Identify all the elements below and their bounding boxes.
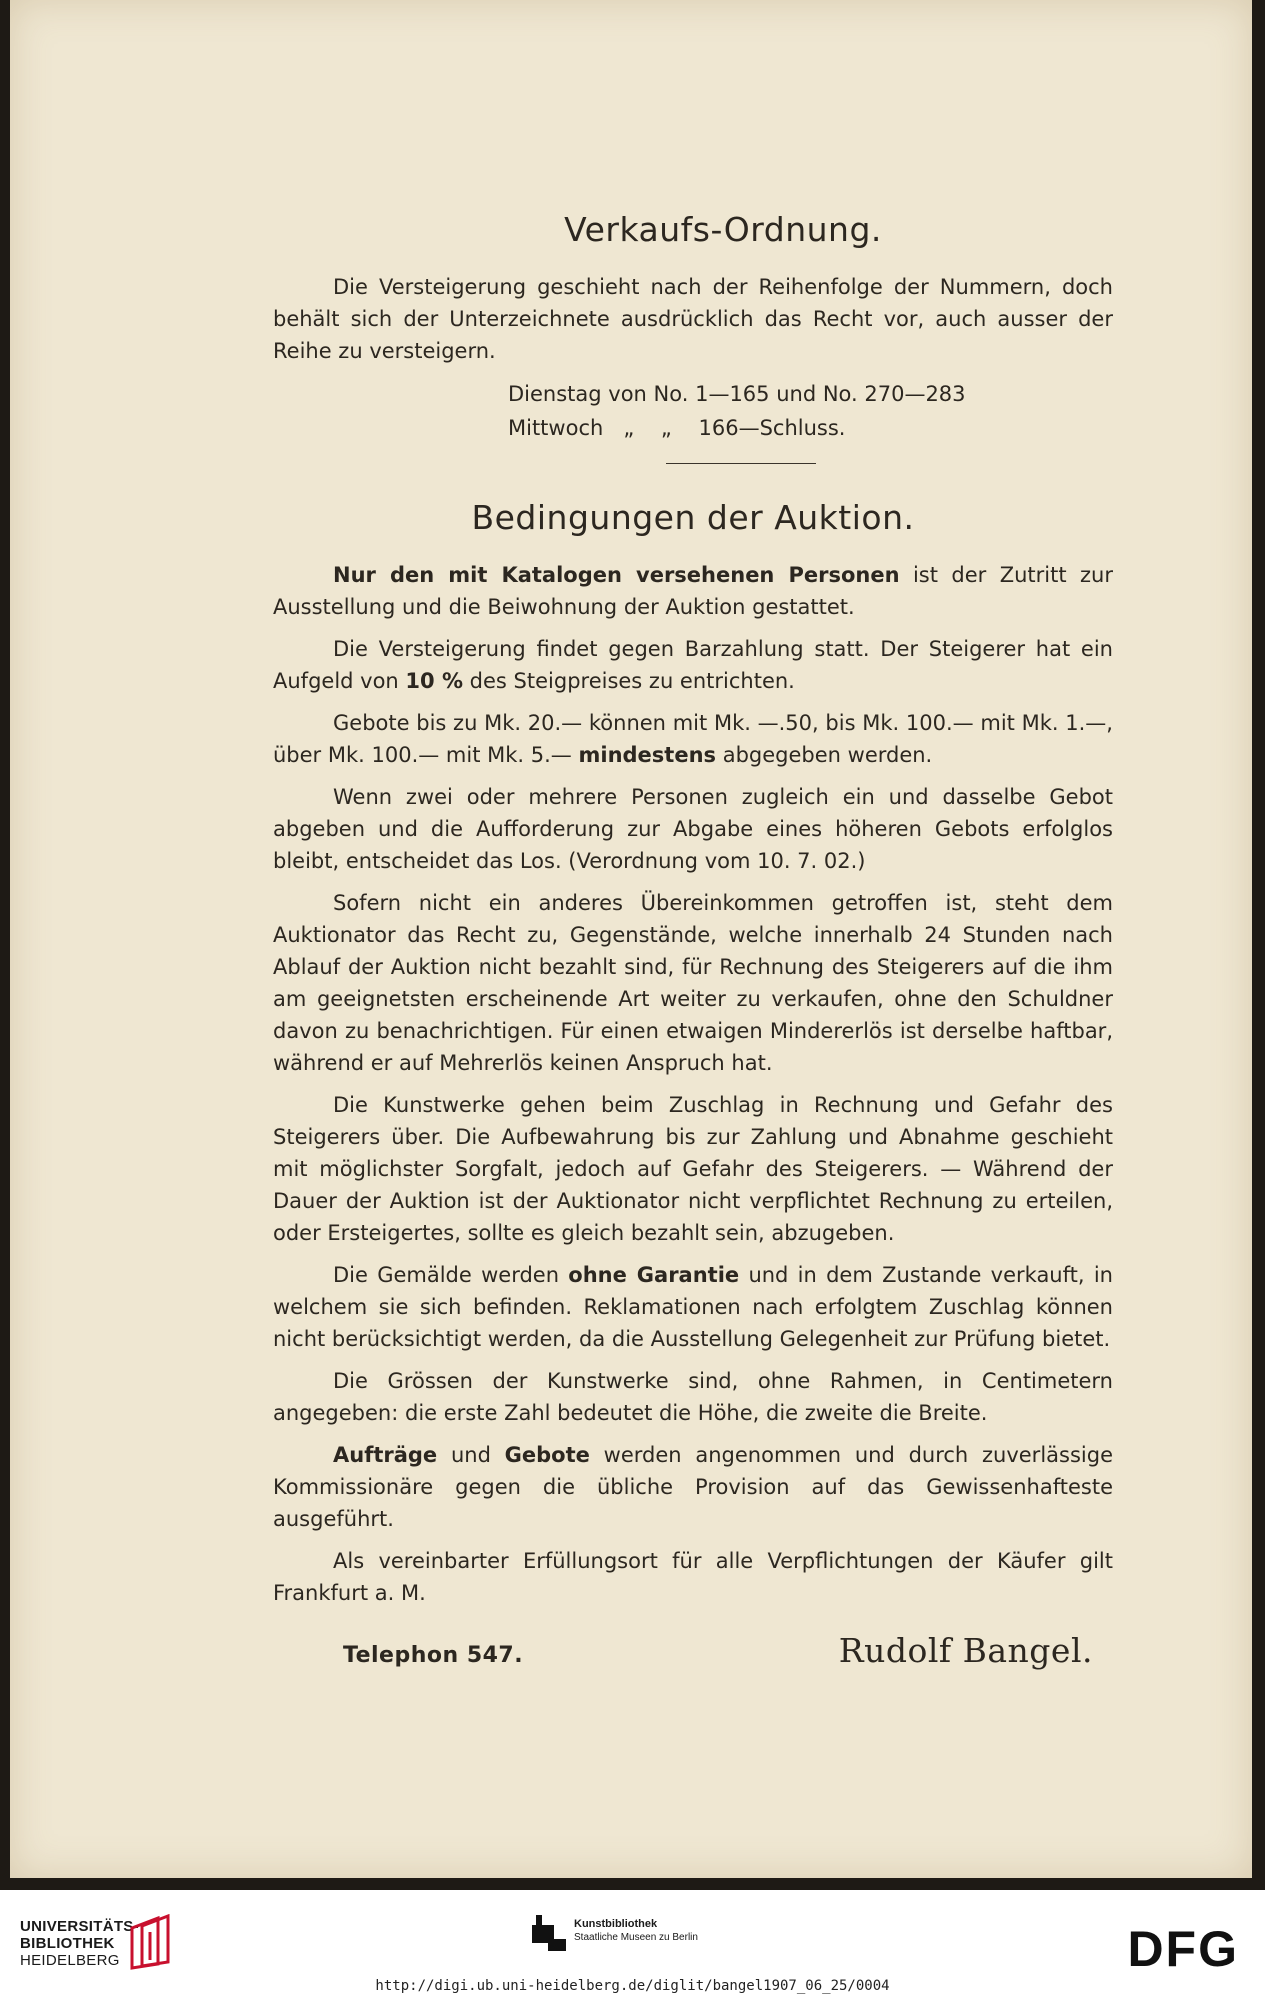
schedule-row-wednesday: Mittwoch „ „ 166—Schluss.: [508, 416, 846, 440]
commissions-mid: und: [437, 1443, 505, 1467]
payment-premium: 10 %: [405, 669, 463, 693]
condition-bid-increments: [273, 707, 1113, 771]
ub-logo-line1: UNIVERSITÄTS-: [20, 1918, 139, 1935]
condition-sizes: Die Grössen der Kunstwerke sind, ohne Rahmen, in Centimetern angegeben: die erste Zahl bedeutet die Höhe, die zweite die Breite.: [273, 1369, 1113, 1425]
guarantee-bold: ohne Garantie: [568, 1263, 740, 1287]
page-content: [273, 210, 1113, 1681]
kunstbibliothek-icon: [532, 1915, 566, 1951]
conditions-heading: Bedingungen der Auktion.: [471, 498, 915, 537]
condition-nonpayment: Sofern nicht ein anderes Übereinkommen getroffen ist, steht dem Auktionator das Recht zu, Gegenstände, welche innerhalb 24 Stunden nach Ablauf der Auktion nicht bezahlt sind, für Rechnung des Steigerers auf die ihm am geeignetsten erscheinende Art weiter zu verkaufen, ohne den Schuldner davon zu benachrichtigen. Für einen etwaigen Mindererlös ist derselbe haftbar, während er auf Mehrerlös keinen Anspruch hat.: [273, 891, 1113, 1075]
condition-risk: Die Kunstwerke gehen beim Zuschlag in Rechnung und Gefahr des Steigerers über. Die Aufbewahrung bis zur Zahlung und Abnahme geschieht mit möglichster Sorgfalt, jedoch auf Gefahr des Steigerers. — Während der Dauer der Auktion ist der Auktionator nicht verpflichtet Rechnung zu erteilen, oder Ersteigertes, sollte es gleich bezahlt sein, abzugeben.: [273, 1093, 1113, 1245]
admission-text: ist der Zutritt zur Ausstellung und die Beiwohnung der Auktion gestattet.: [273, 563, 1113, 619]
commissions-text: werden angenommen und durch zuverlässige Kommissionäre gegen die übliche Provision auf das Gewissenhafteste ausgeführt.: [273, 1443, 1113, 1531]
admission-bold: Nur den mit Katalogen versehenen Personen: [333, 563, 900, 587]
condition-commissions: [273, 1439, 1113, 1535]
source-url[interactable]: http://digi.ub.uni-heidelberg.de/diglit/bangel1907_06_25/0004: [375, 1978, 890, 1994]
condition-payment: [273, 633, 1113, 697]
commissions-bold-1: Aufträge: [333, 1443, 438, 1467]
signature-row: [273, 1631, 1113, 1681]
ub-logo-line3: HEIDELBERG: [20, 1952, 120, 1969]
section-divider: [666, 463, 816, 464]
intro-paragraph: Die Versteigerung geschieht nach der Reihenfolge der Nummern, doch behält sich der Unterzeichnete ausdrücklich das Recht vor, auch ausser der Reihe zu versteigern.: [273, 275, 1113, 363]
guarantee-text-b: und in dem Zustande verkauft, in welchem sie sich befinden. Reklamationen nach erfolgtem Zuschlag können nicht berücksichtigt werden, da die Ausstellung Gelegenheit zur Prüfung bietet.: [273, 1263, 1113, 1351]
payment-text-b: des Steigpreises zu entrichten.: [463, 669, 795, 693]
bids-text-b: abgegeben werden.: [716, 743, 933, 767]
ub-logo-line2: BIBLIOTHEK: [20, 1935, 115, 1952]
digitization-footer: [0, 1890, 1265, 1998]
guarantee-text-a: Die Gemälde werden: [333, 1263, 569, 1287]
schedule-row-tuesday: Dienstag von No. 1—165 und No. 270—283: [508, 382, 966, 406]
bids-text-a: Gebote bis zu Mk. 20.— können mit Mk. —.50, bis Mk. 100.— mit Mk. 1.—, über Mk. 100.— mit Mk. 5.—: [273, 711, 1113, 767]
document-page: [10, 0, 1252, 1878]
kunstbibliothek-line2: Staatliche Museen zu Berlin: [574, 1932, 698, 1943]
ub-heidelberg-logo[interactable]: [20, 1918, 139, 1969]
sales-order-heading: Verkaufs-Ordnung.: [564, 210, 882, 249]
kunstbibliothek-text: [574, 1917, 698, 1945]
bids-bold: mindestens: [578, 743, 717, 767]
condition-place-of-performance: Als vereinbarter Erfüllungsort für alle Verpflichtungen der Käufer gilt Frankfurt a. M.: [273, 1549, 1113, 1605]
ub-building-icon: [128, 1914, 174, 1970]
auction-schedule: [508, 377, 1113, 445]
payment-text-a: Die Versteigerung findet gegen Barzahlung statt. Der Steigerer hat ein Aufgeld von: [273, 637, 1113, 693]
condition-no-guarantee: [273, 1259, 1113, 1355]
auctioneer-signature: Rudolf Bangel.: [838, 1631, 1093, 1670]
commissions-bold-2: Gebote: [504, 1443, 590, 1467]
telephone-number: Telephon 547.: [343, 1643, 524, 1668]
condition-admission: [273, 559, 1113, 623]
kunstbibliothek-line1: Kunstbibliothek: [574, 1918, 658, 1930]
dfg-logo[interactable]: DFG: [1127, 1921, 1239, 1977]
condition-tie-bids: Wenn zwei oder mehrere Personen zugleich ein und dasselbe Gebot abgeben und die Aufforderung zur Abgabe eines höheren Gebots erfolglos bleibt, entscheidet das Los. (Verordnung vom 10. 7. 02.): [273, 785, 1113, 873]
